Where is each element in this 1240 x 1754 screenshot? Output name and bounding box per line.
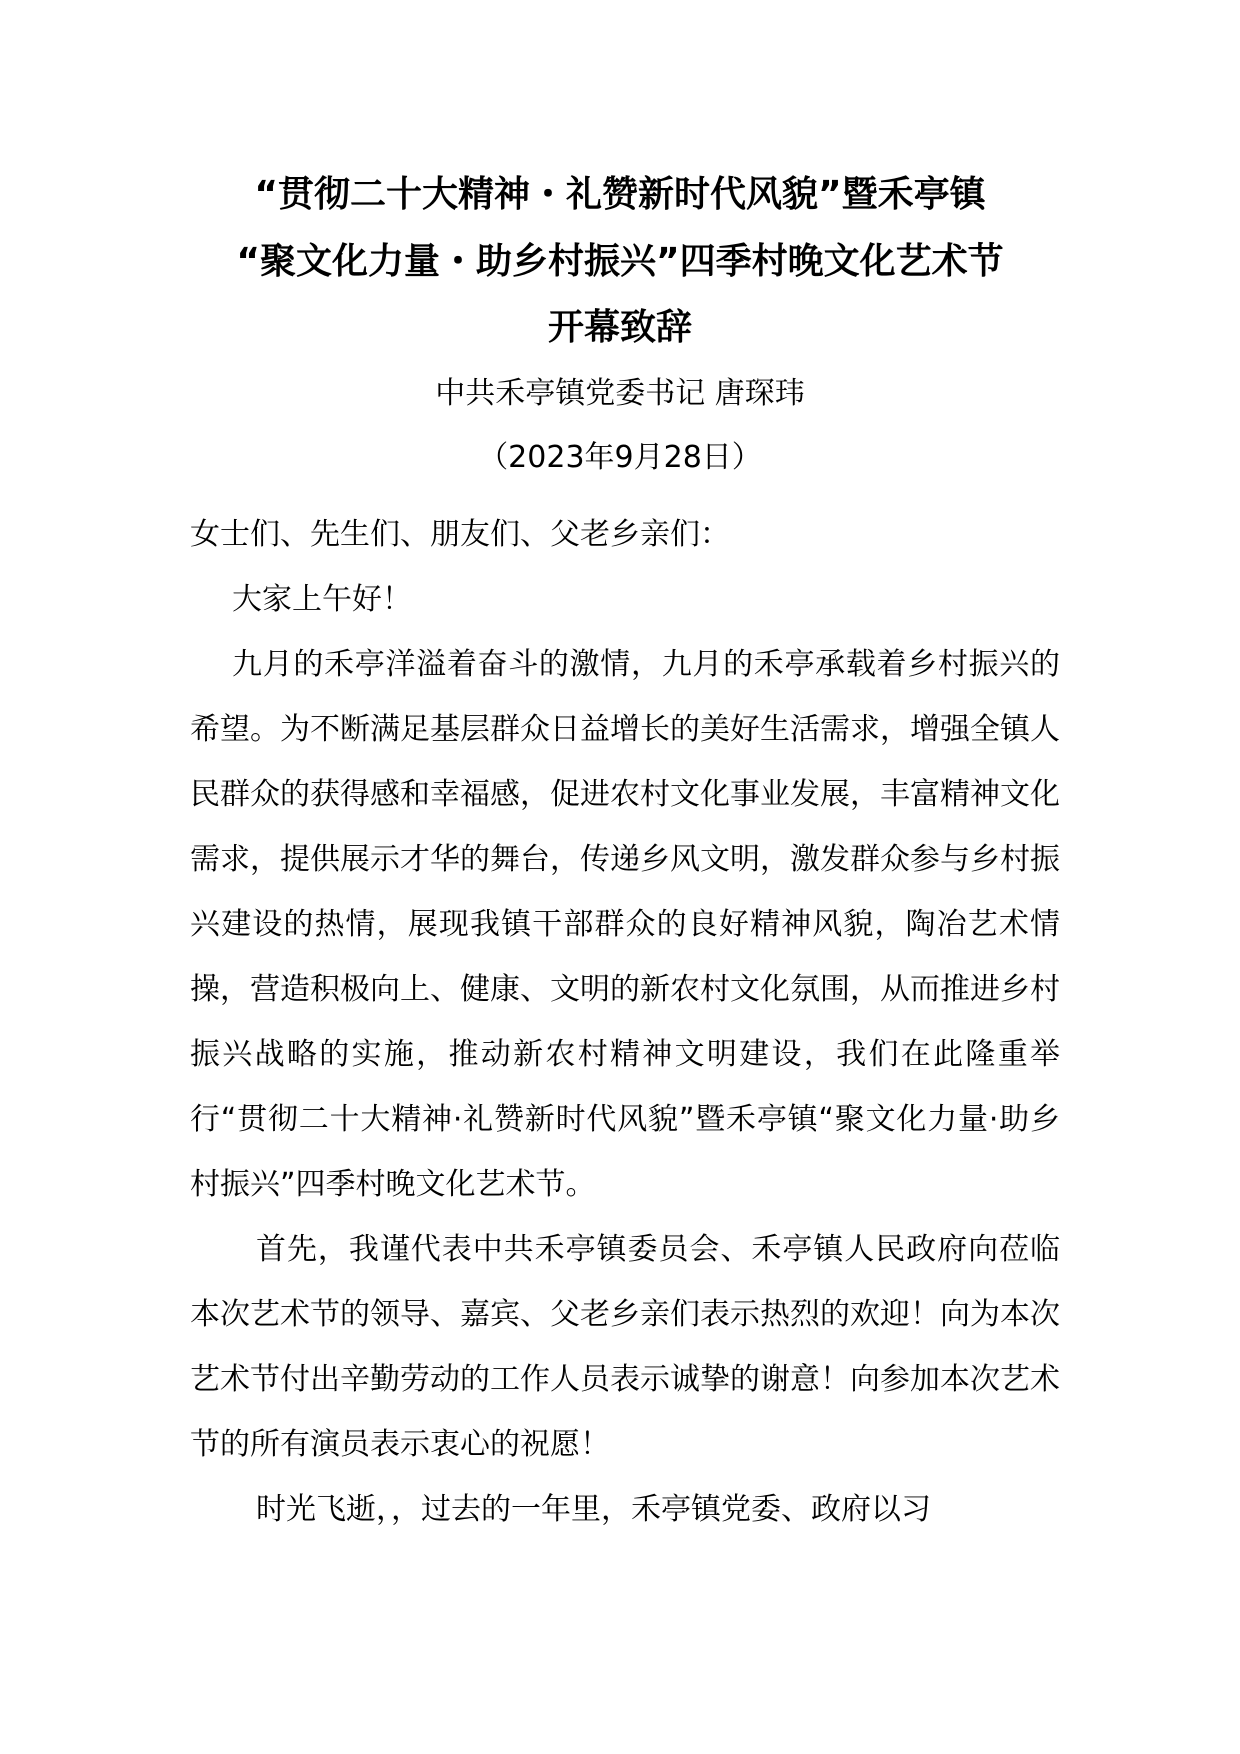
paragraph-1: 九月的禾亭洋溢着奋斗的激情，九月的禾亭承载着乡村振兴的希望。为不断满足基层群众日益增长的美好生活需求，增强全镇人民群众的获得感和幸福感，促进农村文化事业发展，丰富精神文化需求，提供展示才华的舞台，传递乡风文明，激发群众参与乡村振兴建设的热情，展现我镇干部群众的良好精神风貌，陶冶艺术情操，营造积极向上、健康、文明的新农村文化氛围，从而推进乡村振兴战略的实施，推动新农村精神文明建设，我们在此隆重举行“贯彻二十大精神·礼赞新时代风貌”暨禾亭镇“聚文化力量·助乡村振兴”四季村晚文化艺术节。 [190, 647, 1060, 1202]
title-line-3: 开幕致辞 [547, 307, 692, 348]
title-line-1: “贯彻二十大精神・礼赞新时代风貌”暨禾亭镇 [254, 174, 986, 215]
paragraph-3: 时光飞逝，，过去的一年里，禾亭镇党委、政府以习 [256, 1492, 931, 1527]
date-line: （2023年9月28日） [478, 440, 762, 475]
paragraph-2: 首先，我谨代表中共禾亭镇委员会、禾亭镇人民政府向莅临本次艺术节的领导、嘉宾、父老乡亲们表示热烈的欢迎！向为本次艺术节付出辛勤劳动的工作人员表示诚挚的谢意！向参加本次艺术节的所有演员表示衷心的祝愿！ [190, 1232, 1060, 1462]
title-line-2: “聚文化力量・助乡村振兴”四季村晚文化艺术节 [236, 241, 1004, 282]
speech-body [190, 502, 1060, 1542]
greeting: 大家上午好！ [232, 582, 412, 617]
salutation: 女士们、先生们、朋友们、父老乡亲们： [190, 517, 730, 552]
author-line: 中共禾亭镇党委书记 唐琛玮 [435, 376, 805, 411]
